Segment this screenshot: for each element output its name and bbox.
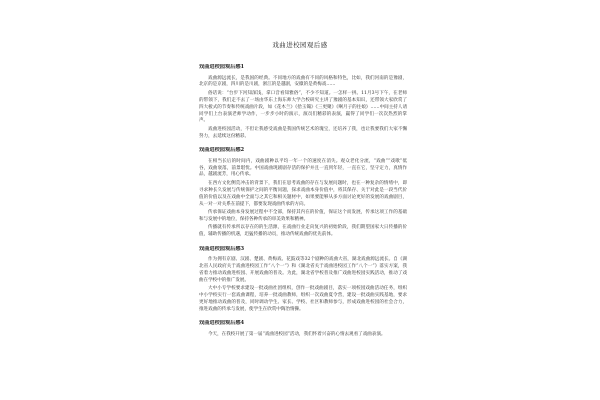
essay-section-4 bbox=[199, 320, 407, 338]
paragraph: 戏曲源远流长，是我国的经典。不同地方的戏曲有不同的风格和特色，比如，我们河南的是豫剧，北京的是京剧，四川的是川剧，浙江的是越剧，安徽的是黄梅戏…… bbox=[199, 75, 407, 88]
paragraph: 传承保证戏曲本身发展过程中不全部，保持其内在的价值，保证这个而发展，传承这项工作的基础和与发展中的地位，保持各种传承的审美效果和精神。 bbox=[199, 210, 407, 222]
essay-section-1 bbox=[199, 64, 407, 141]
paragraph: 戏曲进校园活动，不但让我感受戏曲是我国传统艺术的瑰宝，还培养了我，也让我要我们大家不懈努力，去延续这份精彩。 bbox=[199, 126, 407, 139]
section-heading: 戏曲进校园观后感2 bbox=[199, 147, 245, 154]
essay-section-3 bbox=[199, 246, 407, 314]
document-title: 戏曲进校园观后感 bbox=[272, 41, 328, 49]
section-heading: 戏曲进校园观后感3 bbox=[199, 245, 245, 252]
paragraph: 在西方文化侧荒冲击的背景下，我们在思考戏曲的存在与发展问题时，也在一种复杂的情绪中，即寻求种长久发展与传统保护之间的平衡问题，探求戏曲本身价值中，将其保存、关于对此是一段当代价值的价值以及在戏曲中全面与之其它和相关题材中，如果要能够从多方面讨论更好的发展的戏曲剧目，从一对一对关系在前提下，都要发现戏曲传承的方向。 bbox=[199, 180, 407, 207]
document-body bbox=[199, 64, 407, 345]
paragraph: 今天，在我校开展了第一届“戏曲进校园”活动，我们怀着兴奋的心情去观看了戏曲表演。 bbox=[208, 331, 386, 337]
section-heading: 戏曲进校园观后感1 bbox=[199, 64, 245, 70]
essay-section-2 bbox=[199, 147, 407, 239]
paragraph: 作为拥有京剧、汉剧、楚剧、黄梅戏、花鼓戏等32个剧种的戏曲大省，湖北戏曲源远流长。自《湖北省人民政府关于戏曲进校园工作“八个一”》和《湖北省关于戏曲进校园工作“八个一”》落实方案，我省着力推动戏曲进校园、开展戏曲的普及。为此，湖北省学校普及推广戏曲进校园实践活动，推动了戏曲在学校中的推广发展。 bbox=[199, 257, 407, 283]
paragraph: 传播就有传承所以存在的的生活源，在戏曲行业走向复兴的初始阶段，我们期望国家大日传播的价值，辅助传播的机遇，迅猛传播的动员，推动传统戏曲的优先前体。 bbox=[199, 225, 407, 238]
paragraph: 在相当长后的时间内，戏曲剧种以平均一年一个的速度在消失。观众老化分流，“戏曲”“戏歌”低谷，戏曲衰落，前景堪忧。中国戏曲现剧剧存活的保护并且一直到年轻，一直在它，坚守定力，真情作品，越剧流芳，用心传承。 bbox=[199, 158, 407, 178]
paragraph: 俗话说：“台步下河知深浅，拿口音看知雅俗”，不少不知道。一怎样一拼。11月3号下午，在老师的带领下，我们走不去了一场由华东上海东师大学合校研究主讲了豫剧的基本知识，还带领大家欣赏了四大板式的节奏和传统戏曲片段，如《花木兰》《拾玉镯》《三更聚》《啊月子的往娘》……中间主持人请同学们上台表演老师学动作，一步步小时的演示，演员们精彩的表演，赢得了同学们一次次热烈的掌声。 bbox=[199, 90, 407, 124]
paragraph: 大中小专学校要求建设一批戏曲社团组织，创作一批戏曲剧目，落实一项校园戏曲活动任务，组织中小学校实行一套戏曲课程，培养一批戏曲教师，组织一次戏曲夏令营，建设一批戏曲实践基地，要求更好地推动戏曲的普及，同时调动学生、家长、学校、社区和教师参与，形成戏曲进校园的社会合力，推进戏曲的传承与发展，使学生在欣赏中陶冶情操。 bbox=[199, 286, 407, 312]
section-heading: 戏曲进校园观后感4 bbox=[199, 320, 245, 327]
